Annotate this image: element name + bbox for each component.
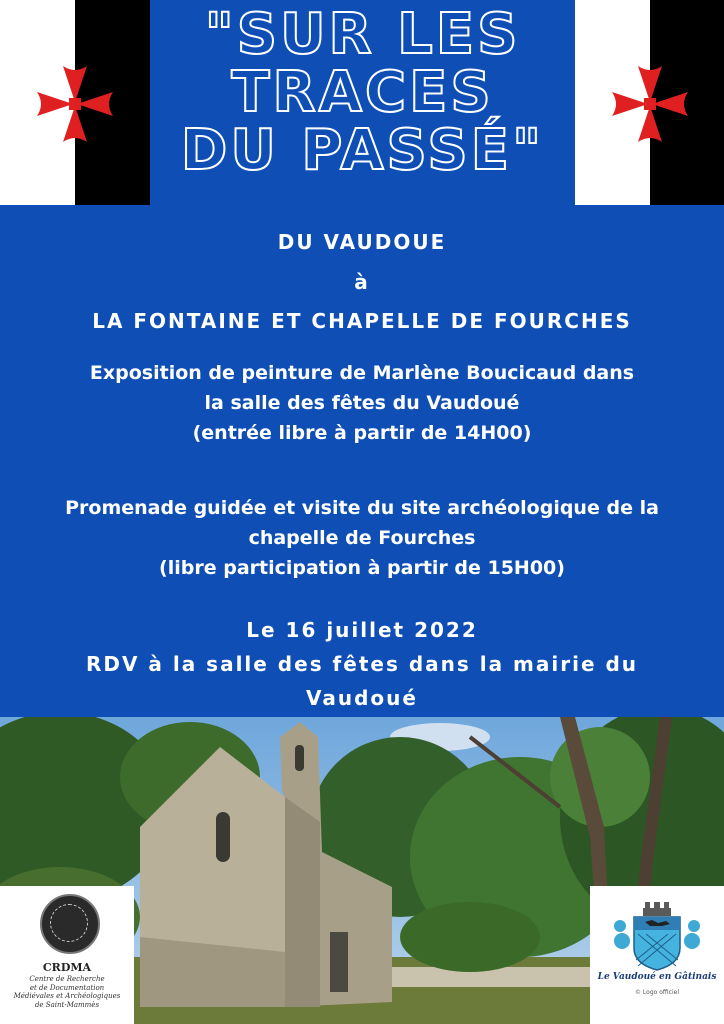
coat-of-arms-icon [590, 886, 724, 972]
crdma-subtitle-line: Médiévales et Archéologiques [13, 992, 121, 1000]
route-to-word: à [354, 270, 370, 294]
meeting-line: Vaudoué [306, 686, 418, 710]
crdma-logo [0, 886, 134, 1024]
title-line: TRACES [231, 60, 494, 125]
templar-flag-left [0, 0, 150, 205]
templar-cross-icon [33, 62, 117, 146]
meeting-line: RDV à la salle des fêtes dans la mairie du [85, 652, 639, 676]
templar-flag-right [575, 0, 724, 205]
title-line: "SUR LES [204, 2, 521, 67]
exhibition-line: la salle des fêtes du Vaudoué [204, 392, 520, 414]
walk-line: (libre participation à partir de 15H00) [159, 557, 565, 579]
poster-title [150, 2, 575, 183]
walk-line: Promenade guidée et visite du site archéologique de la [65, 497, 659, 519]
crdma-subtitle-line: Centre de Recherche [29, 975, 105, 983]
walk-info [0, 493, 724, 583]
title-line: DU PASSÉ" [180, 118, 545, 183]
route-destination: LA FONTAINE ET CHAPELLE DE FOURCHES [92, 309, 632, 333]
event-date: Le 16 juillet 2022 [246, 618, 478, 642]
vaudoue-logo-note: © Logo officiel [635, 989, 679, 996]
exhibition-info [0, 358, 724, 448]
crdma-subtitle [0, 975, 134, 1009]
crdma-subtitle-line: de Saint-Mammès [34, 1000, 100, 1009]
vaudoue-caption: Le Vaudoué en Gâtinais [597, 972, 717, 982]
event-info [0, 613, 724, 715]
crdma-subtitle-line: et de Documentation [29, 983, 105, 992]
templar-cross-icon [608, 62, 692, 146]
walk-line: chapelle de Fourches [248, 527, 476, 549]
vaudoue-logo [590, 886, 724, 1024]
crdma-name: CRDMA [42, 961, 92, 974]
exhibition-line: (entrée libre à partir de 14H00) [192, 422, 532, 444]
medieval-seal-icon [40, 894, 100, 954]
route-from: DU VAUDOUE [277, 230, 447, 254]
exhibition-line: Exposition de peinture de Marlène Boucicaud dans [89, 362, 635, 384]
